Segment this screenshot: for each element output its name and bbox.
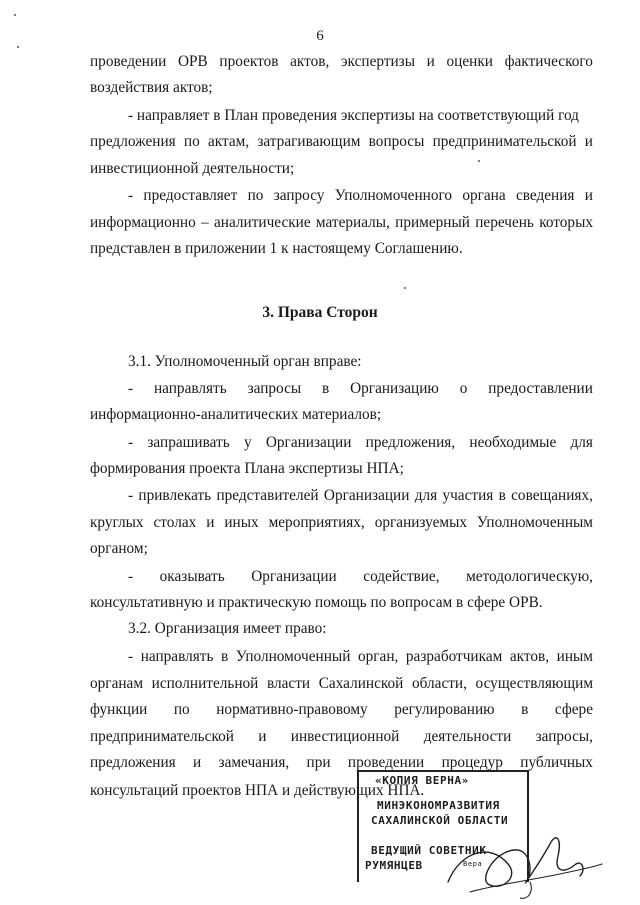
word: - [128,434,134,451]
word: при [306,754,331,771]
text-line [90,675,593,693]
word: Уполномоченный [235,648,351,665]
scan-speck [478,160,480,162]
word: инвестиционной [290,728,400,745]
word: запросы [247,380,302,397]
text-line: инвестиционной деятельности; [90,160,295,177]
word: - [128,487,134,504]
word: функции [90,701,148,718]
word: иных [224,514,259,531]
word: предпринимательской [90,728,234,745]
word: актам, [207,133,250,150]
word: актов, [290,53,330,70]
stamp-small-text: Вера [463,860,483,868]
word: сфере [554,701,593,718]
text-line [90,133,593,151]
word: проведении [347,754,425,771]
word: регулированию [394,701,495,718]
text-line: органом; [90,540,148,557]
word: запросы, [535,728,593,745]
word: Организации [265,434,352,451]
text-line: воздействия актов; [90,79,213,96]
text-line [128,648,593,666]
word: предложения, [365,434,456,451]
text-line: - направляет в План проведения экспертизы на соответствующий год [128,107,579,124]
word: примерный [395,214,470,231]
word: деятельности [423,728,512,745]
word: процедур [441,754,503,771]
word: для [414,487,438,504]
word: области, [411,675,467,692]
word: замечания, [218,754,290,771]
text-line [128,187,593,205]
word: и [206,514,215,531]
text-line [90,701,593,719]
word: в [521,701,529,718]
handwritten-signature [430,812,610,904]
word: столах [153,514,197,531]
word: в [322,380,330,397]
text-line: 3.2. Организация имеет право: [128,620,327,637]
text-line: 3.1. Уполномоченный орган вправе: [128,353,362,370]
word: – [201,214,209,231]
word: органа [462,187,506,204]
word: - [128,648,134,665]
word: Уполномоченного [334,187,453,204]
text-line [90,214,593,232]
word: публичных [520,754,593,771]
word: затрагивающим [257,133,361,150]
word: предложения [90,754,176,771]
text-line: представлен в приложении 1 к настоящему Соглашению. [90,240,463,257]
word: Уполномоченным [476,514,593,531]
word: совещаниях, [511,487,593,504]
text-line: консультативную и практическую помощь по вопросам в сфере ОРВ. [90,594,543,611]
text-line: консультаций проектов НПА и действующих НПА. [90,782,425,799]
text-line: информационно-аналитических материалов; [90,406,382,423]
word: - [128,187,134,204]
word: Сахалинской [318,675,404,692]
word: и [584,187,593,204]
word: - [128,568,134,585]
word: вопросы [368,133,425,150]
word: Организации [323,487,410,504]
section-heading: 3. Права Сторон [262,304,378,321]
word: по [173,701,190,718]
word: аналитические [213,214,311,231]
word: и [426,53,435,70]
text-line [90,728,593,746]
word: информационно [90,214,196,231]
text-line [128,487,593,505]
word: перечень [475,214,534,231]
word: по [183,133,200,150]
word: мероприятиях, [268,514,365,531]
word: исполнительной [151,675,259,692]
word: в [221,648,229,665]
stamp-line-4: ВЕДУЩИЙ СОВЕТНИК [371,844,487,857]
word: о [459,380,468,397]
word: в [498,487,506,504]
stamp-line-5: РУМЯНЦЕВ [365,859,423,872]
word: и [584,133,593,150]
word: направлять [153,380,227,397]
text-line [90,514,593,532]
stamp-line-1: «КОПИЯ ВЕРНА» [375,774,469,787]
word: фактического [504,53,593,70]
page-number: 6 [316,28,324,44]
word: у [243,434,252,451]
word: осуществляющим [475,675,593,692]
word: запросу [273,187,325,204]
word: запрашивать [147,434,230,451]
word: предоставлении [488,380,593,397]
word: органам [90,675,144,692]
word: оценки [446,53,493,70]
word: - [128,380,134,397]
word: и [258,728,267,745]
word: орган, [357,648,399,665]
word: разработчикам [405,648,503,665]
text-line [128,434,593,452]
text-line [90,53,593,71]
word: предоставляет [143,187,238,204]
word: направлять [140,648,214,665]
word: организуемых [374,514,467,531]
word: экспертизы [340,53,416,70]
word: материалы, [315,214,390,231]
scan-speck [404,287,406,289]
word: участия [442,487,494,504]
word: сведения [515,187,575,204]
word: предложения [90,133,176,150]
word: круглых [90,514,144,531]
stamp-line-2: МИНЭКОНОМРАЗВИТИЯ [377,799,500,812]
word: по [247,187,264,204]
word: содействие, [363,568,440,585]
text-line [128,568,593,586]
word: предпринимательской [432,133,577,150]
word: актов, [509,648,550,665]
word: привлекать [138,487,212,504]
word: представителей [216,487,319,504]
word: Организацию [350,380,439,397]
scan-speck [14,14,16,16]
word: и [193,754,202,771]
stamp-line-3: САХАЛИНСКОЙ ОБЛАСТИ [371,814,509,827]
word: проектов [219,53,279,70]
text-line: формирования проекта Плана экспертизы НПА; [90,460,404,477]
word: Организации [251,568,337,585]
word: ОРВ [178,53,208,70]
word: проведении [90,53,167,70]
scan-speck [17,46,19,48]
word: иным [556,648,593,665]
word: необходимые [469,434,557,451]
text-line [128,380,593,398]
word: которых [539,214,593,231]
word: нормативно-правовому [216,701,368,718]
word: власти [266,675,311,692]
word: методологическую, [466,568,593,585]
word: оказывать [159,568,225,585]
word: для [570,434,593,451]
